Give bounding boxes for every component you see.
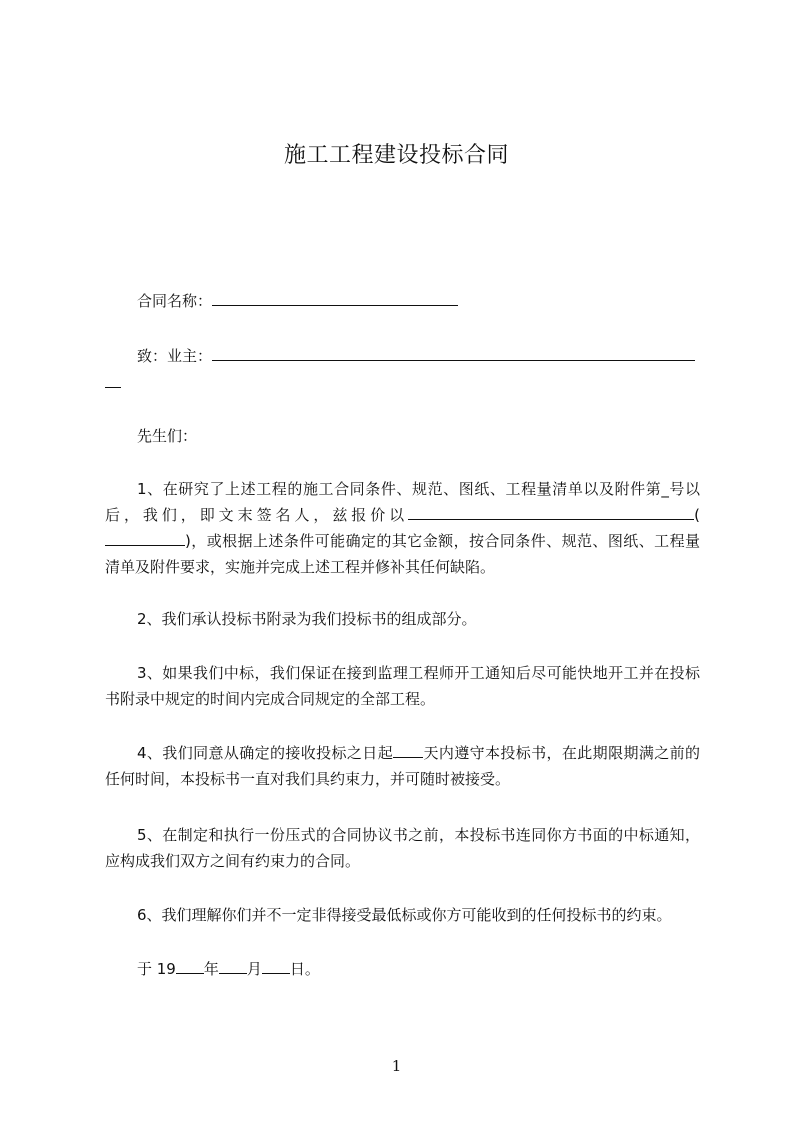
- clause-1: [105, 476, 700, 580]
- bid-amount-blank: [408, 504, 694, 520]
- clause-4-text-a: 4、我们同意从确定的接收投标之日起: [137, 744, 394, 762]
- clause-6: 6、我们理解你们并不一定非得接受最低标或你方可能收到的任何投标书的约束。: [137, 906, 672, 924]
- month-blank: [219, 958, 247, 974]
- days-blank: [393, 742, 423, 758]
- contract-name-blank: [212, 290, 458, 306]
- contract-name-label: 合同名称：: [137, 292, 213, 310]
- owner-blank: [212, 345, 695, 361]
- salutation: 先生们：: [137, 427, 198, 445]
- date-prefix: 于 19: [137, 960, 176, 978]
- clause-1-text-b: (: [694, 506, 700, 524]
- owner-line-continued: [105, 372, 121, 393]
- clause-3: 3、如果我们中标，我们保证在接到监理工程师开工通知后尽可能快地开工并在投标书附录中规定的时间内完成合同规定的全部工程。: [105, 664, 700, 708]
- clause-5: 5、在制定和执行一份压式的合同协议书之前，本投标书连同你方书面的中标通知，应构成我们双方之间有约束力的合同。: [105, 826, 700, 870]
- owner-line: [137, 345, 695, 366]
- clause-1-text-c: )，或根据上述条件可能确定的其它金额，按合同条件、规范、图纸、工程量清单及附件要求，实施并完成上述工程并修补其任何缺陷。: [105, 532, 700, 576]
- page-number: 1: [391, 1057, 402, 1075]
- clause-1-text-a: 1、在研究了上述工程的施工合同条件、规范、图纸、工程量清单以及附件第_号以后，我们，即文末签名人，兹报价以: [105, 480, 700, 524]
- date-day-label: 日。: [289, 960, 320, 978]
- contract-name-line: [137, 290, 458, 311]
- owner-label: 致：业主：: [137, 347, 213, 365]
- clause-2: 2、我们承认投标书附录为我们投标书的组成部分。: [137, 610, 477, 628]
- owner-blank-continued: [105, 372, 121, 388]
- date-year-label: 年: [203, 960, 219, 978]
- clause-4: [105, 740, 700, 792]
- year-blank: [176, 958, 204, 974]
- date-line: [137, 958, 320, 979]
- clause-4-text-b: 天内遵守本投标书，在此期限期满之前的任何时间，本投标书一直对我们具约束力，并可随时被接受。: [105, 744, 700, 788]
- bid-amount-words-blank: [105, 530, 185, 546]
- date-month-label: 月: [246, 960, 262, 978]
- day-blank: [262, 958, 290, 974]
- document-title: 施工工程建设投标合同: [283, 143, 509, 168]
